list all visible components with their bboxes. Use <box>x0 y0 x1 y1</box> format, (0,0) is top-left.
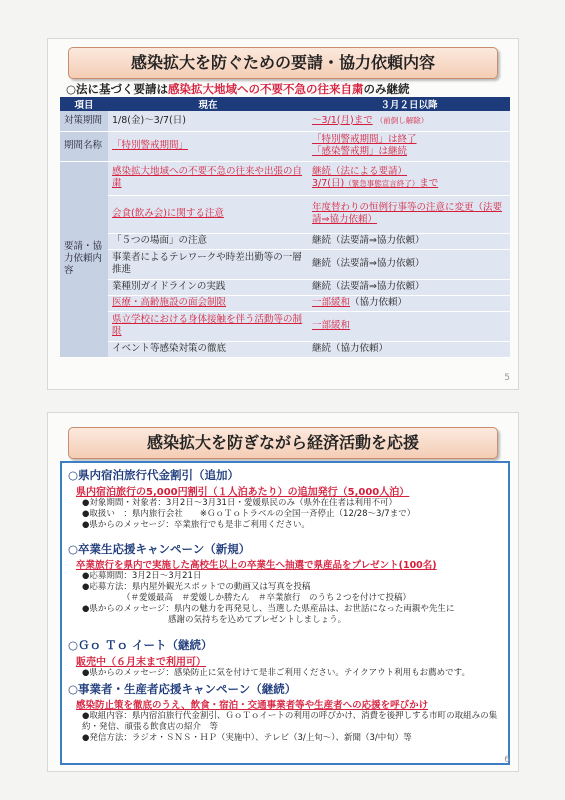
period-current: 1/8(金)～3/7(日) <box>108 111 308 131</box>
request-row-next: 継続（法要請⇒協力依頼） <box>308 249 510 279</box>
period-next: ～3/1(月)まで （前倒し解除） <box>308 111 510 131</box>
section-hotel-discount: ○県内宿泊旅行代金割引（追加） 県内宿泊旅行の5,000円割引（１人泊あたり）の追加発行（5,000人泊） ●対象期間・対象者：3月2日～3月31日・愛媛県民のみ（県外在住者は利用不可） ●取扱い ：県内旅行会社 ※ＧｏＴｏトラベルの全国一斉停止（12/28～3/7まで） ●県からのメッセージ：卒業旅行でも是非ご利用ください。 <box>68 468 416 530</box>
request-table <box>60 97 510 358</box>
section-goto-eat: ○Ｇｏ Ｔｏ イート（継続） 販売中（６月末まで利用可） ●県からのメッセージ：感染防止に気を付けて是非ご利用ください。テイクアウト利用もお薦めです。 <box>68 638 470 678</box>
section-graduate-campaign: ○卒業生応援キャンペーン（新規） 卒業旅行を県内で実施した高校生以上の卒業生へ抽選で県産品をプレゼント(100名) ●応募期間：3月2日～3月21日 ●応募方法：県内屋外観光スポットでの動画又は写真を投稿 （＃愛媛最高 ＃愛媛しか勝たん ＃卒業旅行 のうち２つを付けて投稿） ●県からのメッセージ：県内の魅力を再発見し、当選した県産品は、お世話になった両親や先生に 感謝の気持ちを込めてプレゼントしましょう。 <box>68 542 455 625</box>
request-row-current: 感染拡大地域への不要不急の往来や出張の自粛 <box>108 161 308 195</box>
request-row-next: 継続（法要請⇒協力依頼） <box>308 233 510 249</box>
slide-6 <box>47 412 519 772</box>
request-row-current: 会食(飲み会)に関する注意 <box>108 195 308 233</box>
name-next: 「特別警戒期間」は終了 「感染警戒期」は継続 <box>308 131 510 161</box>
slide-title: 感染拡大を防ぐための要請・協力依頼内容 <box>68 47 498 79</box>
slide-5 <box>47 38 519 390</box>
request-row-next: 継続（法要請⇒協力依頼） <box>308 279 510 295</box>
header-current: 現在 <box>108 97 308 111</box>
page-number: 5 <box>504 373 510 383</box>
support-measures-box <box>60 461 510 765</box>
request-row-next: 継続（協力依頼） <box>308 341 510 357</box>
request-row-current: 事業者によるテレワークや時差出勤等の一層推進 <box>108 249 308 279</box>
header-item: 項目 <box>60 97 108 111</box>
request-row-next: 一部緩和 <box>308 311 510 341</box>
request-row-current: 県立学校における身体接触を伴う活動等の制限 <box>108 311 308 341</box>
request-row-current: 医療・高齢施設の面会制限 <box>108 295 308 311</box>
request-row-next: 年度替わりの恒例行事等の注意に変更（法要請⇒協力依頼） <box>308 195 510 233</box>
request-row-current: 「５つの場面」の注意 <box>108 233 308 249</box>
name-current: 「特別警戒期間」 <box>108 131 308 161</box>
row-label-request: 要請・協力依頼内容 <box>60 161 108 357</box>
subheading: ○法に基づく要請は感染拡大地域への不要不急の往来自粛のみ継続 <box>66 82 410 96</box>
slide-title: 感染拡大を防ぎながら経済活動を応援 <box>68 427 498 459</box>
request-row-current: イベント等感染対策の徹底 <box>108 341 308 357</box>
header-next: ３月２日以降 <box>308 97 510 111</box>
section-business-support: ○事業者・生産者応援キャンペーン（継続） 感染防止策を徹底のうえ、飲食・宿泊・交通事業者等や生産者への応援を呼びかけ ●取組内容：県内宿泊旅行代金割引、ＧｏＴｏイートの利用の呼びかけ、消費を後押しする市町の取組みの集約・発信、頑張る飲食店の紹介 等 ●発信方法：ラジオ・ＳＮＳ・ＨＰ（実施中）、テレビ（3/上旬～）、新聞（3/中旬）等 <box>68 682 498 743</box>
request-row-next: 継続（法による要請） 3/7(日)（緊急事態宣言終了）まで <box>308 161 510 195</box>
row-label-period: 対策期間 <box>60 111 108 131</box>
page-number: 6 <box>504 755 510 765</box>
row-label-name: 期間名称 <box>60 131 108 161</box>
request-row-current: 業種別ガイドラインの実践 <box>108 279 308 295</box>
request-row-next: 一部緩和（協力依頼） <box>308 295 510 311</box>
